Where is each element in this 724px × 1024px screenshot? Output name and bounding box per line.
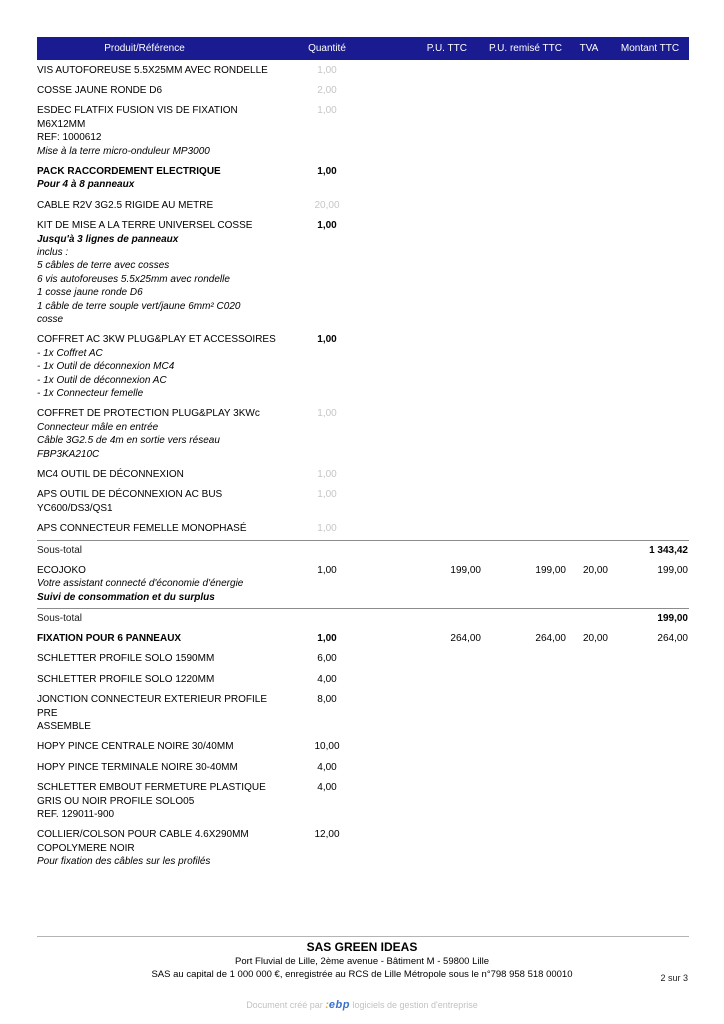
subtotal-row	[37, 540, 689, 560]
quantity-cell: 2,00	[317, 84, 337, 96]
quantity-cell: 1,00	[317, 334, 337, 346]
discounted-price-cell	[485, 407, 570, 461]
product-line: COSSE JAUNE RONDE D6	[37, 84, 163, 96]
quantity-cell: 1,00	[317, 408, 337, 420]
discounted-price-cell	[485, 652, 570, 665]
quantity-cell: 4,00	[317, 761, 337, 773]
product-cell	[37, 761, 287, 774]
product-line: - 1x Connecteur femelle	[37, 388, 144, 400]
product-cell	[37, 165, 287, 192]
discounted-price-cell	[485, 64, 570, 77]
column-header-tva: TVA	[579, 43, 599, 54]
unit-price-cell	[367, 407, 485, 461]
discounted-price-cell	[485, 84, 570, 97]
subtotal-row	[37, 608, 689, 628]
quantity-cell: 10,00	[314, 741, 340, 753]
product-line: APS CONNECTEUR FEMELLE MONOPHASÉ	[37, 523, 247, 535]
product-cell	[37, 522, 287, 535]
product-line: Pour 4 à 8 panneaux	[37, 179, 135, 191]
table-row	[37, 60, 689, 80]
unit-price-cell	[367, 199, 485, 212]
product-line: ECOJOKO	[37, 564, 86, 576]
vat-cell	[570, 84, 612, 97]
quantity-cell: 1,00	[317, 523, 337, 535]
product-cell	[37, 673, 287, 686]
discounted-price-cell	[485, 468, 570, 481]
vat-cell	[570, 104, 612, 158]
product-cell	[37, 693, 287, 733]
credit-prefix: Document créé par	[246, 1000, 323, 1010]
product-line: 1 câble de terre souple vert/jaune 6mm² C020	[37, 300, 241, 312]
quantity-cell: 20,00	[314, 199, 340, 211]
discounted-price-cell	[485, 165, 570, 192]
vat-cell	[570, 407, 612, 461]
column-header-pu-ttc: P.U. TTC	[426, 43, 467, 54]
vat-cell	[570, 828, 612, 868]
product-line: Jusqu'à 3 lignes de panneaux	[37, 233, 179, 245]
product-cell	[37, 632, 287, 645]
product-cell	[37, 468, 287, 481]
unit-price-cell: 264,00	[450, 632, 481, 644]
table-row	[37, 757, 689, 777]
table-row	[37, 737, 689, 757]
product-cell	[37, 564, 287, 604]
quantity-cell: 1,00	[317, 165, 337, 177]
quantity-cell: 1,00	[317, 64, 337, 76]
company-address: Port Fluvial de Lille, 2ème avenue - Bâtiment M - 59800 Lille	[235, 956, 489, 967]
table-row	[37, 161, 689, 195]
discounted-price-cell	[485, 104, 570, 158]
unit-price-cell: 199,00	[450, 564, 481, 576]
discounted-price-cell	[485, 693, 570, 733]
vat-cell	[570, 468, 612, 481]
amount-cell	[612, 333, 689, 400]
product-line: - 1x Outil de déconnexion AC	[37, 374, 167, 386]
table-row	[37, 485, 689, 519]
product-line: Pour fixation des câbles sur les profilés	[37, 856, 211, 868]
amount-cell	[612, 522, 689, 535]
product-line: cosse	[37, 314, 64, 325]
vat-cell	[570, 781, 612, 821]
product-line: inclus :	[37, 246, 69, 258]
quantity-cell: 1,00	[317, 469, 337, 481]
amount-cell	[612, 219, 689, 326]
product-cell	[37, 219, 287, 326]
discounted-price-cell	[485, 740, 570, 753]
vat-cell	[570, 522, 612, 535]
unit-price-cell	[367, 522, 485, 535]
product-cell	[37, 407, 287, 461]
discounted-price-cell	[485, 673, 570, 686]
unit-price-cell	[367, 468, 485, 481]
credit-suffix: logiciels de gestion d'entreprise	[352, 1000, 478, 1010]
table-row	[37, 690, 689, 737]
table-row	[37, 519, 689, 539]
product-line: Connecteur mâle en entrée	[37, 421, 159, 433]
product-cell	[37, 488, 287, 515]
discounted-price-cell: 264,00	[535, 632, 566, 644]
unit-price-cell	[367, 84, 485, 97]
subtotal-amount: 199,00	[657, 613, 688, 625]
unit-price-cell	[367, 219, 485, 326]
product-line: CABLE R2V 3G2.5 RIGIDE AU METRE	[37, 199, 214, 211]
column-header-pu-remise-ttc: P.U. remisé TTC	[489, 43, 562, 54]
table-row	[37, 465, 689, 485]
column-header-produit-reference: Produit/Référence	[104, 43, 185, 54]
product-line: FBP3KA210C	[37, 448, 100, 460]
products-table	[37, 37, 689, 872]
table-row	[37, 330, 689, 404]
unit-price-cell	[367, 652, 485, 665]
product-line: APS OUTIL DE DÉCONNEXION AC BUS	[37, 489, 223, 501]
product-line: COPOLYMERE NOIR	[37, 842, 135, 854]
vat-cell	[570, 199, 612, 212]
discounted-price-cell: 199,00	[535, 564, 566, 576]
discounted-price-cell	[485, 761, 570, 774]
subtotal-amount: 1 343,42	[649, 545, 688, 557]
table-row	[37, 825, 689, 872]
product-cell	[37, 104, 287, 158]
unit-price-cell	[367, 740, 485, 753]
product-line: ESDEC FLATFIX FUSION VIS DE FIXATION	[37, 105, 238, 117]
vat-cell: 20,00	[582, 564, 608, 576]
product-cell	[37, 781, 287, 821]
column-header-montant-ttc: Montant TTC	[620, 43, 680, 54]
vat-cell	[570, 64, 612, 77]
product-line: VIS AUTOFOREUSE 5.5X25MM AVEC RONDELLE	[37, 64, 268, 76]
vat-cell	[570, 761, 612, 774]
unit-price-cell	[367, 761, 485, 774]
page-number: 2 sur 3	[660, 973, 688, 983]
unit-price-cell	[367, 693, 485, 733]
quantity-cell: 1,00	[317, 220, 337, 232]
product-cell	[37, 199, 287, 212]
product-line: Câble 3G2.5 de 4m en sortie vers réseau	[37, 435, 220, 447]
table-row	[37, 101, 689, 162]
discounted-price-cell	[485, 828, 570, 868]
product-line: SCHLETTER PROFILE SOLO 1220MM	[37, 673, 215, 685]
table-row	[37, 560, 689, 607]
unit-price-cell	[367, 828, 485, 868]
product-cell	[37, 828, 287, 868]
unit-price-cell	[367, 333, 485, 400]
vat-cell	[570, 165, 612, 192]
unit-price-cell	[367, 488, 485, 515]
quantity-cell: 1,00	[317, 105, 337, 117]
quantity-cell: 1,00	[317, 489, 337, 501]
footer-divider	[37, 936, 689, 937]
unit-price-cell	[367, 64, 485, 77]
product-line: REF. 129011-900	[37, 808, 115, 820]
vat-cell	[570, 693, 612, 733]
vat-cell	[570, 673, 612, 686]
table-body	[37, 60, 689, 872]
product-line: HOPY PINCE CENTRALE NOIRE 30/40MM	[37, 741, 234, 753]
subtotal-label: Sous-total	[37, 545, 83, 557]
discounted-price-cell	[485, 333, 570, 400]
product-line: HOPY PINCE TERMINALE NOIRE 30-40MM	[37, 761, 238, 773]
discounted-price-cell	[485, 522, 570, 535]
vat-cell	[570, 333, 612, 400]
product-line: SCHLETTER PROFILE SOLO 1590MM	[37, 653, 215, 665]
ebp-logo-text: ebp	[328, 999, 350, 1011]
product-line: COLLIER/COLSON POUR CABLE 4.6X290MM	[37, 829, 249, 841]
amount-cell	[612, 84, 689, 97]
amount-cell	[612, 199, 689, 212]
product-line: ASSEMBLE	[37, 720, 91, 732]
quantity-cell	[287, 544, 367, 557]
discounted-price-cell	[485, 612, 570, 625]
discounted-price-cell	[485, 199, 570, 212]
product-line: - 1x Outil de déconnexion MC4	[37, 361, 175, 373]
table-row	[37, 628, 689, 648]
amount-cell	[612, 104, 689, 158]
table-row	[37, 195, 689, 215]
amount-cell	[612, 407, 689, 461]
product-line: PACK RACCORDEMENT ELECTRIQUE	[37, 165, 221, 177]
quantity-cell: 6,00	[317, 653, 337, 665]
ebp-logo	[325, 1000, 350, 1010]
unit-price-cell	[367, 165, 485, 192]
product-cell	[37, 84, 287, 97]
product-line: Mise à la terre micro-onduleur MP3000	[37, 145, 210, 157]
vat-cell	[570, 488, 612, 515]
amount-cell: 199,00	[657, 564, 688, 576]
product-line: GRIS OU NOIR PROFILE SOLO05	[37, 795, 195, 807]
discounted-price-cell	[485, 219, 570, 326]
product-line: Votre assistant connecté d'économie d'énergie	[37, 578, 244, 590]
software-credit	[0, 999, 724, 1011]
table-row	[37, 404, 689, 465]
product-line: COFFRET AC 3KW PLUG&PLAY ET ACCESSOIRES	[37, 334, 276, 346]
column-header-quantite: Quantité	[308, 43, 346, 54]
amount-cell	[612, 828, 689, 868]
product-line: 1 cosse jaune ronde D6	[37, 287, 143, 299]
discounted-price-cell	[485, 544, 570, 557]
amount-cell	[612, 64, 689, 77]
product-cell	[37, 740, 287, 753]
vat-cell	[570, 652, 612, 665]
quantity-cell: 4,00	[317, 782, 337, 794]
table-row	[37, 778, 689, 825]
product-line: REF: 1000612	[37, 132, 102, 144]
amount-cell: 264,00	[657, 632, 688, 644]
quantity-cell: 1,00	[317, 632, 337, 644]
unit-price-cell	[367, 781, 485, 821]
product-line: - 1x Coffret AC	[37, 347, 103, 359]
table-row	[37, 216, 689, 330]
product-line: MC4 OUTIL DE DÉCONNEXION	[37, 469, 184, 481]
discounted-price-cell	[485, 781, 570, 821]
product-cell	[37, 652, 287, 665]
unit-price-cell	[367, 673, 485, 686]
amount-cell	[612, 468, 689, 481]
unit-price-cell	[367, 612, 485, 625]
amount-cell	[612, 673, 689, 686]
company-name: SAS GREEN IDEAS	[306, 940, 418, 954]
vat-cell	[570, 544, 612, 557]
ebp-logo-mark: :	[325, 999, 329, 1011]
quantity-cell: 4,00	[317, 673, 337, 685]
product-cell	[37, 64, 287, 77]
amount-cell	[612, 693, 689, 733]
quantity-cell: 8,00	[317, 694, 337, 706]
amount-cell	[612, 165, 689, 192]
product-line: 5 câbles de terre avec cosses	[37, 260, 170, 272]
vat-cell: 20,00	[582, 632, 608, 644]
amount-cell	[612, 761, 689, 774]
footer	[0, 940, 724, 981]
table-row	[37, 669, 689, 689]
vat-cell	[570, 219, 612, 326]
table-row	[37, 80, 689, 100]
amount-cell	[612, 652, 689, 665]
amount-cell	[612, 740, 689, 753]
unit-price-cell	[367, 104, 485, 158]
product-cell	[37, 333, 287, 400]
quantity-cell: 1,00	[317, 564, 337, 576]
product-line: M6X12MM	[37, 118, 86, 130]
unit-price-cell	[367, 544, 485, 557]
company-legal: SAS au capital de 1 000 000 €, enregistrée au RCS de Lille Métropole sous le n°798 958 518 00010	[151, 969, 573, 980]
discounted-price-cell	[485, 488, 570, 515]
table-row	[37, 649, 689, 669]
product-line: 6 vis autoforeuses 5.5x25mm avec rondelle	[37, 273, 230, 285]
amount-cell	[612, 488, 689, 515]
product-line: COFFRET DE PROTECTION PLUG&PLAY 3KWc	[37, 408, 260, 420]
product-line: JONCTION CONNECTEUR EXTERIEUR PROFILE PRE	[37, 694, 268, 719]
vat-cell	[570, 740, 612, 753]
product-line: YC600/DS3/QS1	[37, 502, 113, 514]
quantity-cell: 12,00	[314, 829, 340, 841]
product-line: SCHLETTER EMBOUT FERMETURE PLASTIQUE	[37, 782, 266, 794]
subtotal-label: Sous-total	[37, 613, 83, 625]
quantity-cell	[287, 612, 367, 625]
product-line: FIXATION POUR 6 PANNEAUX	[37, 632, 182, 644]
vat-cell	[570, 612, 612, 625]
product-line: Suivi de consommation et du surplus	[37, 591, 215, 603]
amount-cell	[612, 781, 689, 821]
product-line: KIT DE MISE A LA TERRE UNIVERSEL COSSE	[37, 220, 253, 232]
table-header-row	[37, 37, 689, 60]
